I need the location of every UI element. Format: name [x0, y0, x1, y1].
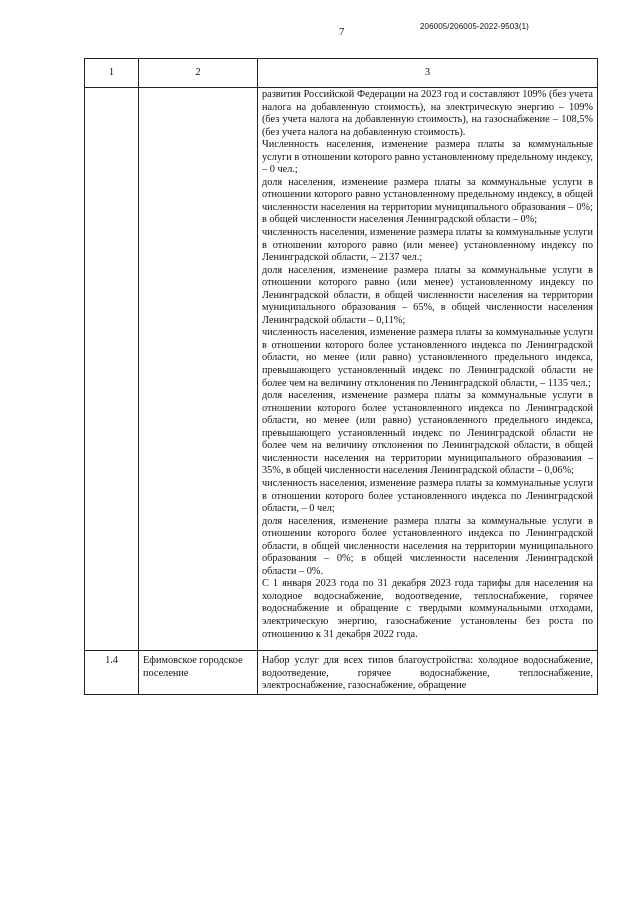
description-paragraph: Численность населения, изменение размера платы за коммунальные услуги в отношении которого равно установленному предельному индексу, – 0 чел.;	[262, 139, 593, 176]
description-paragraph: доля населения, изменение размера платы за коммунальные услуги в отношении которого более установленного индекса по Ленинградской области, в общей численности населения на территории муниципального образования – 0%; в общей численности населения Ленинградской области – 0%.	[262, 515, 593, 577]
table-row	[85, 88, 598, 651]
table-row	[85, 651, 598, 695]
document-id: 206005/206005-2022-9503(1)	[420, 22, 529, 31]
column-header-2: 2	[139, 59, 258, 88]
description-paragraph: численность населения, изменение размера платы за коммунальные услуги в отношении которого более установленного индекса по Ленинградской области, – 0 чел;	[262, 477, 593, 515]
description-paragraph: Набор услуг для всех типов благоустройства: холодное водоснабжение, водоотведение, горячее водоснабжение, теплоснабжение, электроснабжение, газоснабжение, обращение	[262, 655, 593, 692]
description-paragraph: доля населения, изменение размера платы за коммунальные услуги в отношении которого равно установленному предельному индексу, в общей численности населения на территории муниципального образования – 0%; в общей численности населения Ленинградской области – 0%;	[262, 176, 593, 226]
column-header-1: 1	[85, 59, 139, 88]
services-table	[84, 58, 598, 695]
row-number-cell	[85, 88, 139, 651]
settlement-name-cell: Ефимовское городское поселение	[139, 651, 258, 695]
page-number: 7	[339, 26, 345, 38]
description-cell	[258, 88, 598, 651]
column-header-3: 3	[258, 59, 598, 88]
row-number-cell: 1.4	[85, 651, 139, 695]
description-paragraph: доля населения, изменение размера платы за коммунальные услуги в отношении которого равно (или менее) установленному индексу по Ленинградской области, в общей численности населения на территории муниципального образования – 65%, в общей численности населения Ленинградской области – 0,11%;	[262, 264, 593, 326]
description-cell	[258, 651, 598, 695]
description-paragraph: С 1 января 2023 года по 31 декабря 2023 года тарифы для населения на холодное водоснабжение, водоотведение, теплоснабжение, горячее водоснабжение и обращение с твердыми коммунальными отходами, электрическую энергию, газоснабжение установлены без роста по отношению к 31 декабря 2022 года.	[262, 578, 593, 640]
description-paragraph: развития Российской Федерации на 2023 год и составляют 109% (без учета налога на добавленную стоимость), на электрическую энергию – 109% (без учета налога на добавленную стоимость), на газоснабжение – 108,5% (без учета налога на добавленную стоимость).	[262, 89, 593, 138]
description-paragraph: численность населения, изменение размера платы за коммунальные услуги в отношении которого более установленного индекса по Ленинградской области, но менее (или равно) установленного предельного индекса, превышающего установленный индекс по Ленинградской области не более чем на величину отклонения по Ленинградской области, – 1135 чел.;	[262, 327, 593, 389]
description-paragraph: численность населения, изменение размера платы за коммунальные услуги в отношении которого равно (или менее) установленному индексу по Ленинградской области, – 2137 чел.;	[262, 227, 593, 264]
table-header-row	[85, 59, 598, 88]
description-paragraph: доля населения, изменение размера платы за коммунальные услуги в отношении которого более установленного индекса по Ленинградской области, но менее (или равно) установленного предельного индекса, превышающего установленный индекс по Ленинградской области не более чем на величину отклонения по Ленинградской области, в общей численности населения на территории муниципального образования – 35%, в общей численности населения Ленинградской области – 0,06%;	[262, 390, 593, 477]
settlement-name-cell	[139, 88, 258, 651]
